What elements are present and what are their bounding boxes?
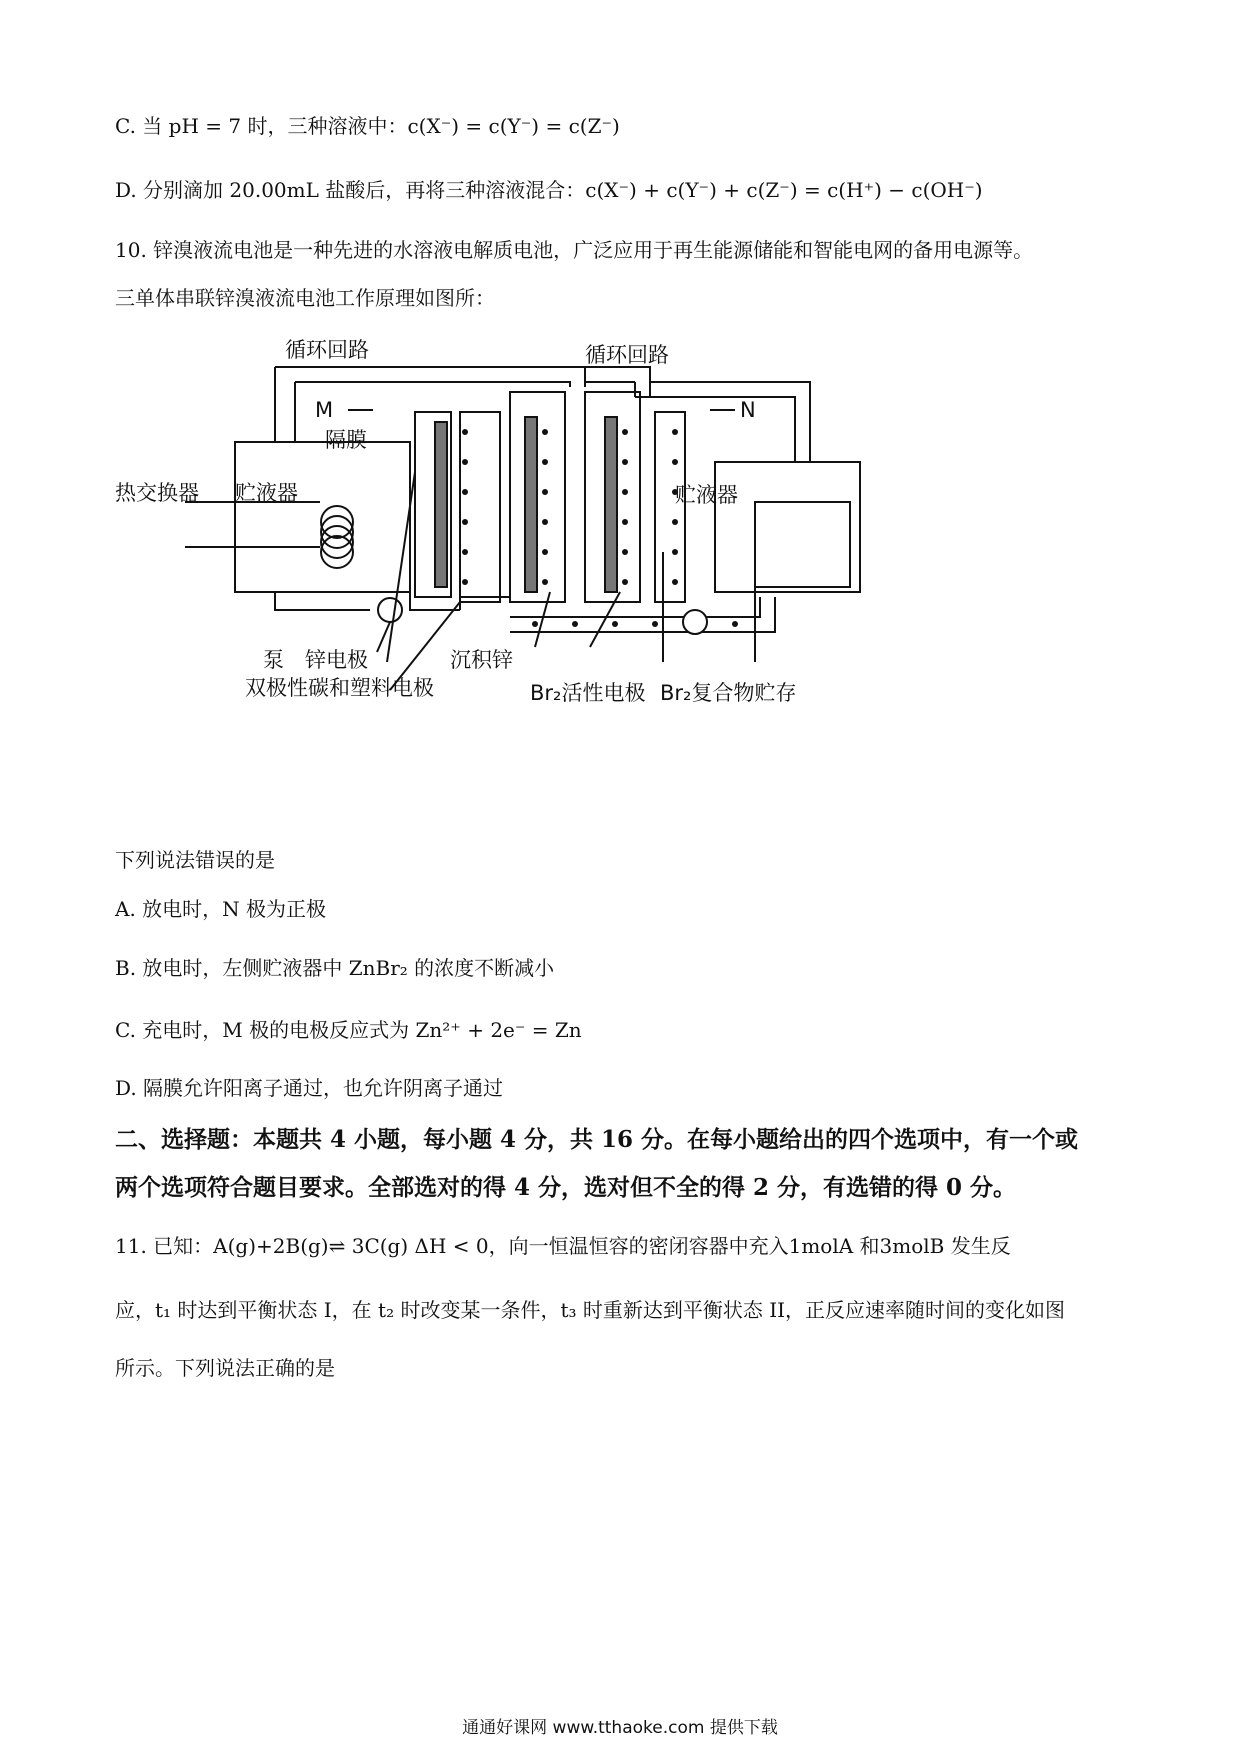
section2-heading-line1: 二、选择题：本题共 4 小题，每小题 4 分，共 16 分。在每小题给出的四个选项中，有一个或 [115, 1126, 1079, 1153]
label-reservoir-left: 贮液器 [235, 481, 298, 505]
label-br2-storage: Br₂复合物贮存 [660, 681, 797, 705]
label-br2-electrode: Br₂活性电极 [530, 681, 646, 705]
zinc-bromine-battery-diagram [115, 322, 895, 770]
label-loop-right: 循环回路 [585, 343, 669, 367]
q10-option-d: D. 隔膜允许阳离子通过，也允许阴离子通过 [115, 1076, 504, 1100]
q11-stem-line1: 11. 已知：A(g)+2B(g)⇌ 3C(g) ΔH < 0，向一恒温恒容的密闭容器中充入1molA 和3molB 发生反 [115, 1234, 1011, 1258]
q10-question: 下列说法错误的是 [115, 848, 275, 872]
q11-stem-line3: 所示。下列说法正确的是 [115, 1356, 335, 1380]
label-heat-exchanger: 热交换器 [115, 481, 199, 505]
q10-option-b: B. 放电时，左侧贮液器中 ZnBr₂ 的浓度不断减小 [115, 956, 555, 980]
q9-option-c: C. 当 pH = 7 时，三种溶液中：c(X⁻) = c(Y⁻) = c(Z⁻) [115, 114, 620, 138]
q11-stem-line2: 应，t₁ 时达到平衡状态 I，在 t₂ 时改变某一条件，t₃ 时重新达到平衡状态 II，正反应速率随时间的变化如图 [115, 1298, 1066, 1322]
q10-option-a: A. 放电时，N 极为正极 [115, 897, 327, 921]
page-footer: 通通好课网 www.tthaoke.com 提供下载 [462, 1718, 778, 1738]
q10-option-c: C. 充电时，M 极的电极反应式为 Zn²⁺ + 2e⁻ = Zn [115, 1018, 582, 1042]
q10-stem-line1: 10. 锌溴液流电池是一种先进的水溶液电解质电池，广泛应用于再生能源储能和智能电网的备用电源等。 [115, 238, 1034, 262]
label-reservoir-right: 贮液器 [675, 483, 738, 507]
label-m: M [315, 398, 334, 422]
label-pump: 泵 [263, 648, 284, 672]
q10-stem-line2: 三单体串联锌溴液流电池工作原理如图所： [115, 286, 495, 310]
label-bipolar-electrode: 双极性碳和塑料电极 [245, 676, 434, 700]
label-loop-left: 循环回路 [285, 338, 369, 362]
label-membrane: 隔膜 [325, 428, 367, 452]
section2-heading-line2: 两个选项符合题目要求。全部选对的得 4 分，选对但不全的得 2 分，有选错的得 0 分。 [115, 1174, 1017, 1201]
q9-option-d: D. 分别滴加 20.00mL 盐酸后，再将三种溶液混合：c(X⁻) + c(Y⁻) + c(Z⁻) = c(H⁺) − c(OH⁻) [115, 178, 983, 202]
label-n: N [740, 398, 756, 422]
label-deposited-zinc: 沉积锌 [450, 648, 513, 672]
label-zinc-electrode: 锌电极 [305, 648, 368, 672]
